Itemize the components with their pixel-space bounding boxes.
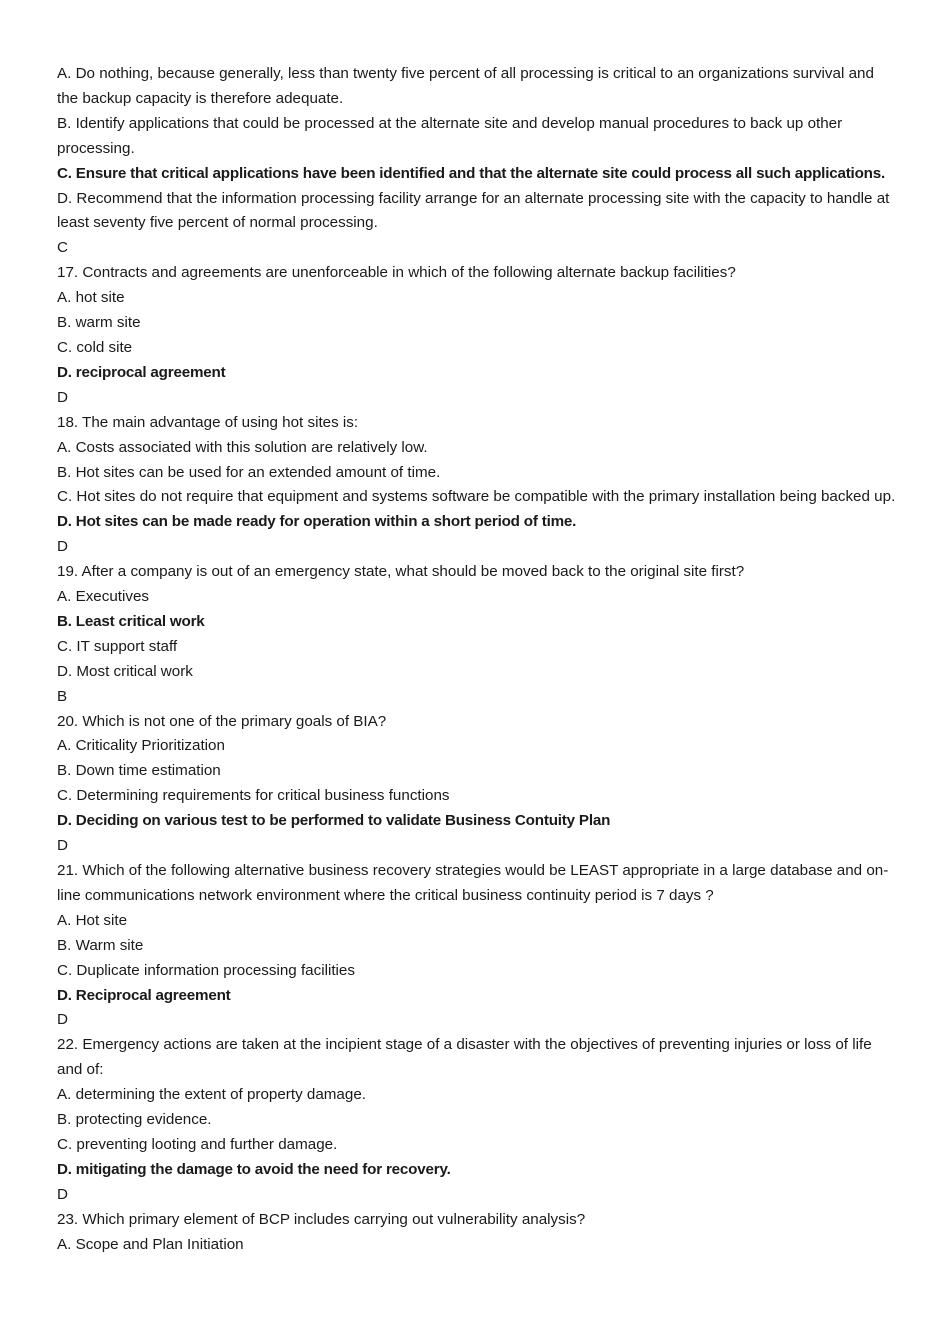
option-a: A. Do nothing, because generally, less than twenty five percent of all processing is critical to an organizations survival and the backup capacity is therefore adequate. — [57, 65, 874, 107]
option-c: C. preventing looting and further damage. — [57, 1135, 338, 1153]
option-d-correct: D. reciprocal agreement — [57, 363, 226, 381]
option-b: B. Down time estimation — [57, 762, 221, 780]
answer-key: D — [57, 538, 68, 556]
option-d-correct: D. mitigating the damage to avoid the need for recovery. — [57, 1160, 451, 1178]
option-c: C. cold site — [57, 338, 133, 356]
answer-key: D — [57, 1185, 68, 1203]
option-d: D. Recommend that the information processing facility arrange for an alternate processing site with the capacity to handle at least seventy five percent of normal processing. — [57, 189, 890, 232]
answer-key: B — [57, 687, 68, 705]
option-b: B. warm site — [57, 314, 141, 332]
option-a: A. determining the extent of property damage. — [57, 1086, 366, 1104]
answer-key: D — [57, 388, 68, 406]
question-23: 23. Which primary element of BCP includes carrying out vulnerability analysis? — [57, 1210, 586, 1228]
answer-key: C — [57, 239, 68, 257]
answer-key: D — [57, 837, 68, 855]
option-a: A. Scope and Plan Initiation — [57, 1235, 244, 1253]
question-17: 17. Contracts and agreements are unenforceable in which of the following alternate backup facilities? — [57, 264, 736, 282]
option-c: C. IT support staff — [57, 637, 178, 655]
option-c: C. Hot sites do not require that equipment and systems software be compatible with the primary installation being backed up. — [57, 488, 896, 506]
option-d-correct: D. Deciding on various test to be performed to validate Business Contuity Plan — [57, 812, 611, 830]
option-d: D. Most critical work — [57, 662, 193, 680]
option-b: B. protecting evidence. — [57, 1111, 212, 1129]
question-18: 18. The main advantage of using hot sites is: — [57, 413, 359, 431]
option-d-correct: D. Hot sites can be made ready for operation within a short period of time. — [57, 513, 577, 531]
question-21: 21. Which of the following alternative business recovery strategies would be LEAST appropriate in a large database and on-line communications network environment where the critical business continuity period is 7 days ? — [57, 862, 889, 904]
option-b: B. Hot sites can be used for an extended amount of time. — [57, 463, 441, 481]
option-c: C. Determining requirements for critical business functions — [57, 787, 450, 805]
question-20: 20. Which is not one of the primary goals of BIA? — [57, 712, 387, 730]
option-c-correct: C. Ensure that critical applications have been identified and that the alternate site could process all such applications. — [57, 164, 885, 182]
option-a: A. Executives — [57, 588, 150, 606]
answer-key: D — [57, 1011, 68, 1029]
option-a: A. Costs associated with this solution are relatively low. — [57, 438, 428, 456]
option-a: A. hot site — [57, 289, 125, 307]
option-a: A. Hot site — [57, 911, 128, 929]
option-c: C. Duplicate information processing facilities — [57, 961, 355, 979]
option-a: A. Criticality Prioritization — [57, 737, 225, 755]
option-b: B. Identify applications that could be processed at the alternate site and develop manual procedures to back up other processing. — [57, 114, 843, 157]
question-22: 22. Emergency actions are taken at the incipient stage of a disaster with the objectives of preventing injuries or loss of life and of: — [57, 1036, 872, 1079]
option-b: B. Warm site — [57, 936, 144, 954]
document-page — [57, 62, 897, 1258]
option-d-correct: D. Reciprocal agreement — [57, 986, 231, 1004]
option-b-correct: B. Least critical work — [57, 612, 205, 630]
question-19: 19. After a company is out of an emergency state, what should be moved back to the original site first? — [57, 563, 745, 581]
